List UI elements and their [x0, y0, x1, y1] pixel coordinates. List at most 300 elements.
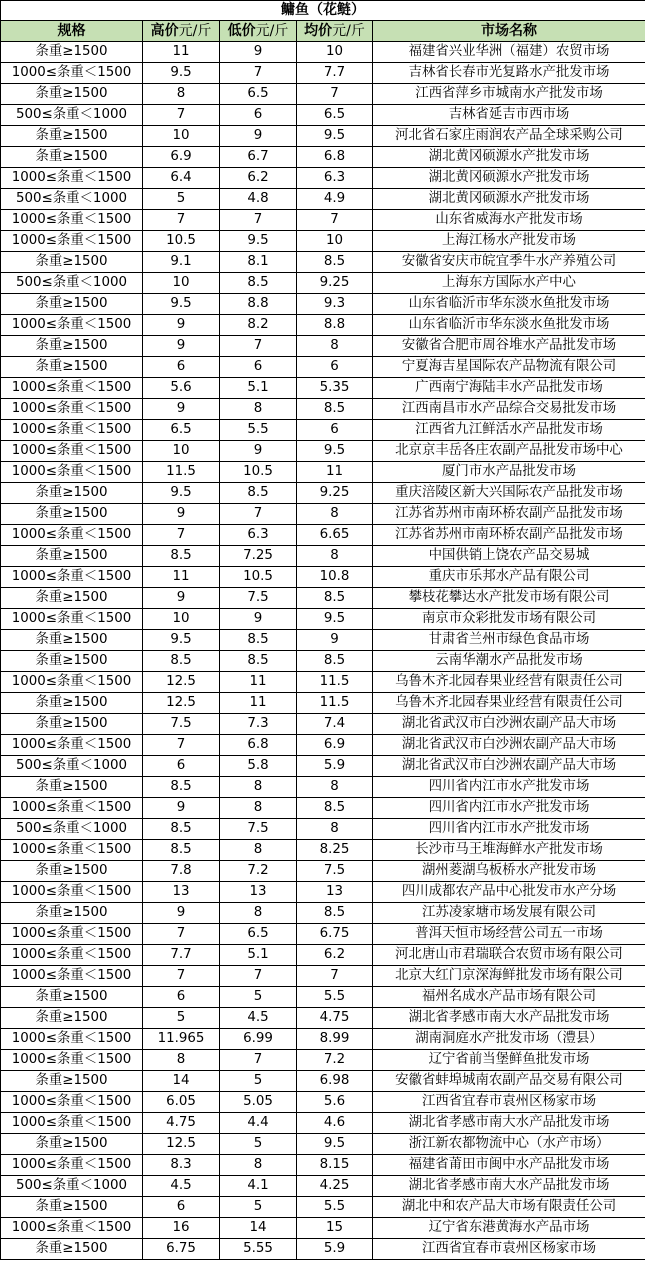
cell-avg-price: 11.5	[297, 672, 373, 693]
cell-low-price: 5.5	[220, 420, 297, 441]
cell-avg-price: 8.5	[297, 651, 373, 672]
cell-market: 上海江杨水产批发市场	[373, 231, 645, 252]
cell-avg-price: 4.25	[297, 1176, 373, 1197]
cell-avg-price: 11	[297, 462, 373, 483]
cell-low-price: 6.7	[220, 147, 297, 168]
cell-avg-price: 10	[297, 231, 373, 252]
cell-avg-price: 9.5	[297, 126, 373, 147]
table-row	[1, 882, 645, 903]
table-row	[1, 168, 645, 189]
cell-high-price: 16	[143, 1218, 220, 1239]
table-row	[1, 567, 645, 588]
cell-avg-price: 9.25	[297, 483, 373, 504]
cell-avg-price: 6.8	[297, 147, 373, 168]
table-row	[1, 1113, 645, 1134]
cell-market: 普洱天恒市场经营公司五一市场	[373, 924, 645, 945]
cell-high-price: 9.1	[143, 252, 220, 273]
cell-low-price: 10.5	[220, 567, 297, 588]
cell-low-price: 7.25	[220, 546, 297, 567]
cell-low-price: 13	[220, 882, 297, 903]
cell-spec: 1000≤条重＜1500	[1, 399, 143, 420]
table-body	[1, 42, 645, 1260]
cell-spec: 500≤条重＜1000	[1, 273, 143, 294]
cell-low-price: 4.5	[220, 1008, 297, 1029]
cell-high-price: 7	[143, 735, 220, 756]
cell-market: 湖南洞庭水产批发市场（澧县）	[373, 1029, 645, 1050]
cell-high-price: 7	[143, 210, 220, 231]
cell-low-price: 9	[220, 609, 297, 630]
cell-spec: 1000≤条重＜1500	[1, 462, 143, 483]
header-low-label: 低价	[227, 23, 256, 39]
cell-low-price: 6.99	[220, 1029, 297, 1050]
header-low-unit: 元/斤	[255, 23, 289, 39]
cell-spec: 1000≤条重＜1500	[1, 315, 143, 336]
table-row	[1, 42, 645, 63]
cell-low-price: 8.1	[220, 252, 297, 273]
table-row	[1, 1071, 645, 1092]
cell-high-price: 10.5	[143, 231, 220, 252]
cell-market: 江西省宜春市袁州区杨家市场	[373, 1239, 645, 1260]
cell-high-price: 8	[143, 84, 220, 105]
cell-market: 四川省内江市水产批发市场	[373, 777, 645, 798]
cell-high-price: 4.75	[143, 1113, 220, 1134]
cell-avg-price: 8.5	[297, 399, 373, 420]
cell-market: 乌鲁木齐北园春果业经营有限责任公司	[373, 693, 645, 714]
cell-avg-price: 4.6	[297, 1113, 373, 1134]
cell-low-price: 6	[220, 357, 297, 378]
table-row	[1, 315, 645, 336]
cell-high-price: 6.75	[143, 1239, 220, 1260]
table-row	[1, 1218, 645, 1239]
cell-spec: 1000≤条重＜1500	[1, 882, 143, 903]
cell-avg-price: 5.5	[297, 987, 373, 1008]
cell-low-price: 7.5	[220, 819, 297, 840]
cell-low-price: 6.5	[220, 924, 297, 945]
cell-high-price: 9	[143, 588, 220, 609]
table-row	[1, 903, 645, 924]
cell-market: 四川成都农产品中心批发市水产分场	[373, 882, 645, 903]
cell-market: 湖北黄冈硕源水产批发市场	[373, 168, 645, 189]
table-row	[1, 1239, 645, 1260]
cell-avg-price: 7	[297, 84, 373, 105]
cell-high-price: 6	[143, 1197, 220, 1218]
table-row	[1, 1134, 645, 1155]
table-row	[1, 966, 645, 987]
cell-high-price: 6	[143, 756, 220, 777]
cell-spec: 条重≥1500	[1, 483, 143, 504]
cell-market: 北京京丰岳各庄农副产品批发市场中心	[373, 441, 645, 462]
cell-spec: 1000≤条重＜1500	[1, 168, 143, 189]
cell-low-price: 5	[220, 1197, 297, 1218]
cell-high-price: 8.5	[143, 651, 220, 672]
cell-low-price: 8	[220, 840, 297, 861]
cell-spec: 500≤条重＜1000	[1, 756, 143, 777]
cell-spec: 条重≥1500	[1, 1008, 143, 1029]
table-row	[1, 1197, 645, 1218]
table-row	[1, 105, 645, 126]
cell-avg-price: 4.9	[297, 189, 373, 210]
cell-avg-price: 4.75	[297, 1008, 373, 1029]
cell-high-price: 8.5	[143, 819, 220, 840]
cell-spec: 条重≥1500	[1, 777, 143, 798]
cell-market: 山东省临沂市华东淡水鱼批发市场	[373, 315, 645, 336]
table-row	[1, 1176, 645, 1197]
cell-low-price: 4.8	[220, 189, 297, 210]
cell-spec: 条重≥1500	[1, 651, 143, 672]
cell-market: 湖北省孝感市南大水产品批发市场	[373, 1113, 645, 1134]
cell-low-price: 7	[220, 63, 297, 84]
cell-spec: 条重≥1500	[1, 357, 143, 378]
cell-avg-price: 5.9	[297, 1239, 373, 1260]
cell-high-price: 7	[143, 525, 220, 546]
cell-low-price: 8.8	[220, 294, 297, 315]
cell-high-price: 4.5	[143, 1176, 220, 1197]
table-row	[1, 945, 645, 966]
table-row	[1, 714, 645, 735]
cell-avg-price: 11.5	[297, 693, 373, 714]
cell-low-price: 8.2	[220, 315, 297, 336]
cell-spec: 1000≤条重＜1500	[1, 924, 143, 945]
cell-market: 重庆涪陵区新大兴国际农产品批发市场	[373, 483, 645, 504]
cell-spec: 条重≥1500	[1, 1197, 143, 1218]
table-row	[1, 483, 645, 504]
table-row	[1, 1050, 645, 1071]
cell-low-price: 7.3	[220, 714, 297, 735]
header-avg-price	[297, 21, 373, 42]
cell-market: 四川省内江市水产批发市场	[373, 798, 645, 819]
cell-spec: 条重≥1500	[1, 336, 143, 357]
header-spec: 规格	[1, 21, 143, 42]
cell-high-price: 11	[143, 42, 220, 63]
header-market: 市场名称	[373, 21, 645, 42]
cell-market: 福州名成水产品市场有限公司	[373, 987, 645, 1008]
cell-spec: 1000≤条重＜1500	[1, 378, 143, 399]
cell-spec: 条重≥1500	[1, 693, 143, 714]
cell-avg-price: 9	[297, 630, 373, 651]
cell-market: 湖北省孝感市南大水产品批发市场	[373, 1008, 645, 1029]
cell-market: 吉林省长春市光复路水产批发市场	[373, 63, 645, 84]
table-row	[1, 525, 645, 546]
table-row	[1, 399, 645, 420]
cell-market: 江苏凌家塘市场发展有限公司	[373, 903, 645, 924]
cell-avg-price: 6.9	[297, 735, 373, 756]
cell-avg-price: 6	[297, 357, 373, 378]
cell-market: 福建省莆田市闽中水产品批发市场	[373, 1155, 645, 1176]
cell-spec: 条重≥1500	[1, 903, 143, 924]
cell-low-price: 6.2	[220, 168, 297, 189]
cell-avg-price: 8.25	[297, 840, 373, 861]
cell-market: 江西南昌市水产品综合交易批发市场	[373, 399, 645, 420]
cell-spec: 条重≥1500	[1, 861, 143, 882]
cell-spec: 条重≥1500	[1, 546, 143, 567]
cell-low-price: 11	[220, 672, 297, 693]
cell-market: 云南华潮水产品批发市场	[373, 651, 645, 672]
cell-market: 河北省石家庄雨润农产品全球采购公司	[373, 126, 645, 147]
cell-high-price: 7	[143, 966, 220, 987]
cell-market: 重庆市乐邦水产品有限公司	[373, 567, 645, 588]
cell-low-price: 8	[220, 1155, 297, 1176]
cell-low-price: 7	[220, 210, 297, 231]
cell-spec: 1000≤条重＜1500	[1, 210, 143, 231]
cell-low-price: 6.5	[220, 84, 297, 105]
cell-avg-price: 7	[297, 966, 373, 987]
title-row	[1, 1, 645, 21]
cell-avg-price: 6.98	[297, 1071, 373, 1092]
header-avg-label: 均价	[304, 23, 333, 39]
cell-avg-price: 8.5	[297, 588, 373, 609]
cell-spec: 1000≤条重＜1500	[1, 231, 143, 252]
cell-low-price: 9.5	[220, 231, 297, 252]
cell-avg-price: 15	[297, 1218, 373, 1239]
cell-high-price: 8	[143, 1050, 220, 1071]
cell-low-price: 5.1	[220, 945, 297, 966]
cell-spec: 条重≥1500	[1, 84, 143, 105]
cell-low-price: 5.55	[220, 1239, 297, 1260]
cell-high-price: 11.5	[143, 462, 220, 483]
cell-low-price: 5.05	[220, 1092, 297, 1113]
cell-market: 湖北省武汉市白沙洲农副产品大市场	[373, 756, 645, 777]
cell-spec: 条重≥1500	[1, 294, 143, 315]
cell-spec: 1000≤条重＜1500	[1, 609, 143, 630]
cell-spec: 1000≤条重＜1500	[1, 840, 143, 861]
cell-high-price: 10	[143, 126, 220, 147]
table-row	[1, 273, 645, 294]
cell-high-price: 8.3	[143, 1155, 220, 1176]
cell-avg-price: 10.8	[297, 567, 373, 588]
cell-spec: 条重≥1500	[1, 126, 143, 147]
cell-market: 乌鲁木齐北园春果业经营有限责任公司	[373, 672, 645, 693]
cell-market: 江苏省苏州市南环桥农副产品批发市场	[373, 504, 645, 525]
cell-avg-price: 9.25	[297, 273, 373, 294]
table-row	[1, 1155, 645, 1176]
cell-market: 上海东方国际水产中心	[373, 273, 645, 294]
cell-avg-price: 6	[297, 420, 373, 441]
table-row	[1, 252, 645, 273]
header-high-unit: 元/斤	[178, 23, 212, 39]
table-row	[1, 336, 645, 357]
cell-market: 湖州菱湖乌板桥水产批发市场	[373, 861, 645, 882]
cell-avg-price: 6.5	[297, 105, 373, 126]
cell-market: 湖北中和农产品大市场有限责任公司	[373, 1197, 645, 1218]
cell-low-price: 6	[220, 105, 297, 126]
cell-high-price: 7.7	[143, 945, 220, 966]
cell-high-price: 9.5	[143, 63, 220, 84]
cell-market: 湖北省武汉市白沙洲农副产品大市场	[373, 735, 645, 756]
cell-avg-price: 10	[297, 42, 373, 63]
cell-low-price: 8	[220, 777, 297, 798]
table-row	[1, 630, 645, 651]
cell-high-price: 12.5	[143, 672, 220, 693]
cell-high-price: 5	[143, 189, 220, 210]
cell-avg-price: 9.5	[297, 1134, 373, 1155]
cell-spec: 1000≤条重＜1500	[1, 945, 143, 966]
cell-high-price: 7	[143, 105, 220, 126]
cell-spec: 条重≥1500	[1, 1071, 143, 1092]
cell-high-price: 6.9	[143, 147, 220, 168]
cell-high-price: 10	[143, 273, 220, 294]
cell-market: 山东省威海水产批发市场	[373, 210, 645, 231]
cell-spec: 条重≥1500	[1, 504, 143, 525]
cell-low-price: 8.5	[220, 273, 297, 294]
cell-avg-price: 8.99	[297, 1029, 373, 1050]
cell-high-price: 11.965	[143, 1029, 220, 1050]
cell-avg-price: 8.8	[297, 315, 373, 336]
header-row	[1, 21, 645, 42]
cell-market: 江西省宜春市袁州区杨家市场	[373, 1092, 645, 1113]
cell-high-price: 6	[143, 357, 220, 378]
cell-market: 宁夏海吉星国际农产品物流有限公司	[373, 357, 645, 378]
cell-high-price: 8.5	[143, 777, 220, 798]
table-row	[1, 840, 645, 861]
cell-market: 安徽省蚌埠城南农副产品交易有限公司	[373, 1071, 645, 1092]
cell-market: 江西省九江鲜活水产品批发市场	[373, 420, 645, 441]
table-row	[1, 798, 645, 819]
cell-spec: 1000≤条重＜1500	[1, 1113, 143, 1134]
cell-market: 厦门市水产品批发市场	[373, 462, 645, 483]
cell-avg-price: 7.7	[297, 63, 373, 84]
header-avg-unit: 元/斤	[332, 23, 365, 39]
cell-low-price: 8.5	[220, 651, 297, 672]
cell-spec: 1000≤条重＜1500	[1, 63, 143, 84]
cell-spec: 1000≤条重＜1500	[1, 567, 143, 588]
cell-market: 甘肃省兰州市绿色食品市场	[373, 630, 645, 651]
cell-avg-price: 8	[297, 504, 373, 525]
cell-low-price: 8.5	[220, 630, 297, 651]
cell-high-price: 9.5	[143, 483, 220, 504]
cell-low-price: 7	[220, 966, 297, 987]
table-row	[1, 1092, 645, 1113]
cell-low-price: 8	[220, 798, 297, 819]
cell-spec: 1000≤条重＜1500	[1, 1155, 143, 1176]
cell-high-price: 6.05	[143, 1092, 220, 1113]
cell-spec: 1000≤条重＜1500	[1, 966, 143, 987]
cell-avg-price: 7.5	[297, 861, 373, 882]
cell-avg-price: 13	[297, 882, 373, 903]
cell-avg-price: 6.3	[297, 168, 373, 189]
cell-high-price: 9	[143, 903, 220, 924]
cell-low-price: 8.5	[220, 483, 297, 504]
cell-low-price: 7	[220, 1050, 297, 1071]
cell-high-price: 8.5	[143, 546, 220, 567]
cell-spec: 条重≥1500	[1, 1239, 143, 1260]
cell-spec: 1000≤条重＜1500	[1, 672, 143, 693]
cell-spec: 1000≤条重＜1500	[1, 441, 143, 462]
cell-avg-price: 5.5	[297, 1197, 373, 1218]
cell-market: 北京大红门京深海鲜批发市场有限公司	[373, 966, 645, 987]
cell-spec: 条重≥1500	[1, 630, 143, 651]
cell-market: 山东省临沂市华东淡水鱼批发市场	[373, 294, 645, 315]
cell-spec: 500≤条重＜1000	[1, 105, 143, 126]
cell-low-price: 4.1	[220, 1176, 297, 1197]
cell-spec: 条重≥1500	[1, 42, 143, 63]
cell-high-price: 13	[143, 882, 220, 903]
table-row	[1, 126, 645, 147]
table-row	[1, 231, 645, 252]
cell-high-price: 9	[143, 798, 220, 819]
cell-spec: 条重≥1500	[1, 987, 143, 1008]
cell-market: 南京市众彩批发市场有限公司	[373, 609, 645, 630]
cell-spec: 条重≥1500	[1, 1134, 143, 1155]
cell-avg-price: 9.5	[297, 441, 373, 462]
cell-high-price: 9	[143, 315, 220, 336]
table-row	[1, 861, 645, 882]
cell-high-price: 8.5	[143, 840, 220, 861]
table-row	[1, 210, 645, 231]
cell-low-price: 5	[220, 1071, 297, 1092]
cell-high-price: 9.5	[143, 294, 220, 315]
cell-spec: 1000≤条重＜1500	[1, 1050, 143, 1071]
table-row	[1, 756, 645, 777]
cell-high-price: 12.5	[143, 1134, 220, 1155]
table-row	[1, 546, 645, 567]
cell-low-price: 11	[220, 693, 297, 714]
cell-high-price: 14	[143, 1071, 220, 1092]
cell-market: 湖北省孝感市南大水产品批发市场	[373, 1176, 645, 1197]
cell-spec: 条重≥1500	[1, 252, 143, 273]
cell-avg-price: 8	[297, 336, 373, 357]
cell-low-price: 7.5	[220, 588, 297, 609]
cell-market: 江西省萍乡市城南水产批发市场	[373, 84, 645, 105]
cell-high-price: 9	[143, 399, 220, 420]
cell-low-price: 9	[220, 126, 297, 147]
table-row	[1, 441, 645, 462]
cell-high-price: 7	[143, 924, 220, 945]
cell-avg-price: 7.2	[297, 1050, 373, 1071]
cell-low-price: 5	[220, 1134, 297, 1155]
table-row	[1, 1029, 645, 1050]
cell-high-price: 6.5	[143, 420, 220, 441]
cell-low-price: 6.3	[220, 525, 297, 546]
cell-high-price: 7.8	[143, 861, 220, 882]
cell-avg-price: 5.9	[297, 756, 373, 777]
table-row	[1, 420, 645, 441]
cell-high-price: 10	[143, 441, 220, 462]
cell-market: 江苏省苏州市南环桥农副产品批发市场	[373, 525, 645, 546]
cell-high-price: 5	[143, 1008, 220, 1029]
table-row	[1, 294, 645, 315]
table-row	[1, 693, 645, 714]
cell-avg-price: 9.5	[297, 609, 373, 630]
cell-avg-price: 8.5	[297, 903, 373, 924]
cell-low-price: 5.8	[220, 756, 297, 777]
cell-market: 辽宁省东港黄海水产品市场	[373, 1218, 645, 1239]
table-row	[1, 462, 645, 483]
table-row	[1, 672, 645, 693]
cell-high-price: 9	[143, 504, 220, 525]
table-row	[1, 84, 645, 105]
cell-market: 辽宁省前当堡鲜鱼批发市场	[373, 1050, 645, 1071]
cell-low-price: 10.5	[220, 462, 297, 483]
cell-high-price: 6	[143, 987, 220, 1008]
cell-avg-price: 6.75	[297, 924, 373, 945]
cell-market: 吉林省延吉市西市场	[373, 105, 645, 126]
cell-spec: 1000≤条重＜1500	[1, 1092, 143, 1113]
table-row	[1, 651, 645, 672]
table-row	[1, 588, 645, 609]
cell-avg-price: 6.2	[297, 945, 373, 966]
cell-spec: 条重≥1500	[1, 588, 143, 609]
cell-spec: 500≤条重＜1000	[1, 1176, 143, 1197]
cell-spec: 1000≤条重＜1500	[1, 525, 143, 546]
cell-market: 安徽省合肥市周谷堆水产品批发市场	[373, 336, 645, 357]
cell-avg-price: 7.4	[297, 714, 373, 735]
cell-low-price: 9	[220, 42, 297, 63]
cell-market: 安徽省安庆市皖宜季牛水产养殖公司	[373, 252, 645, 273]
cell-market: 中国供销上饶农产品交易城	[373, 546, 645, 567]
cell-market: 攀枝花攀达水产批发市场有限公司	[373, 588, 645, 609]
header-high-price	[143, 21, 220, 42]
cell-spec: 1000≤条重＜1500	[1, 735, 143, 756]
